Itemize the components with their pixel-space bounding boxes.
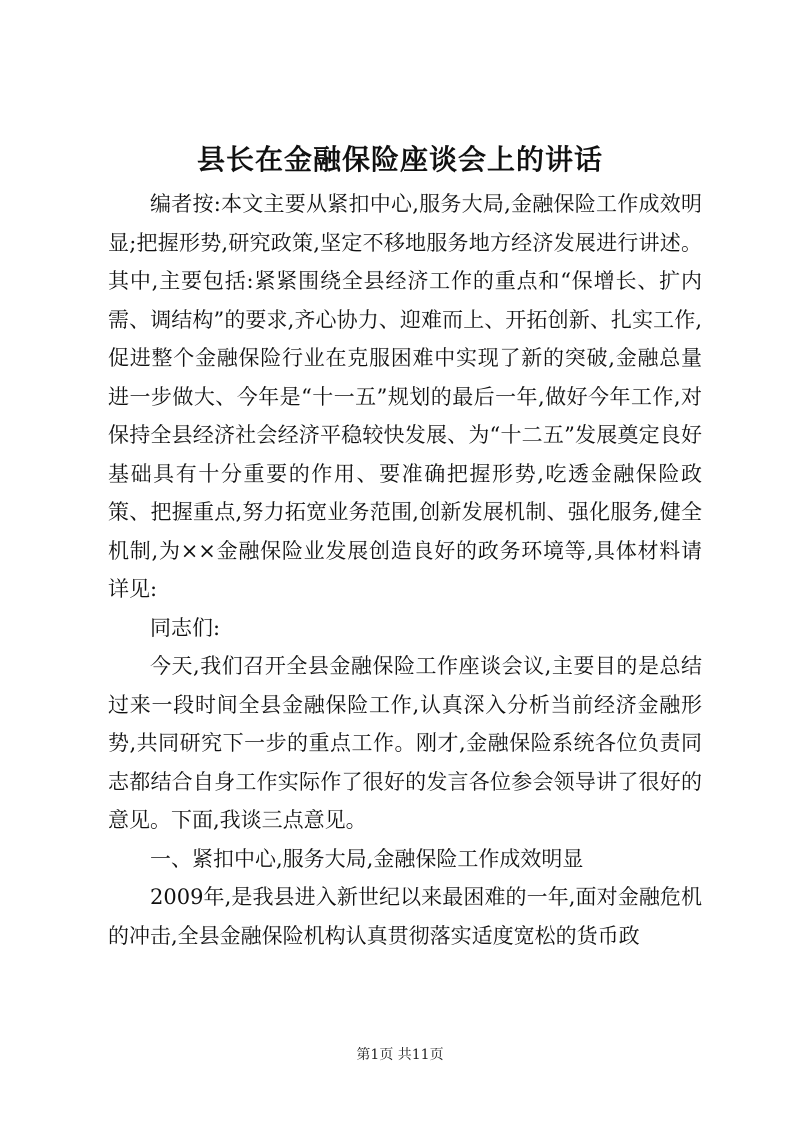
document-body bbox=[108, 185, 702, 955]
opening-paragraph: 今天,我们召开全县金融保险工作座谈会议,主要目的是总结过来一段时间全县金融保险工作,认真深入分析当前经济金融形势,共同研究下一步的重点工作。刚才,金融保险系统各位负责同志都结合自身工作实际作了很好的发言各位参会领导讲了很好的意见。下面,我谈三点意见。 bbox=[108, 654, 702, 832]
section-heading: 一、紧扣中心,服务大局,金融保险工作成效明显 bbox=[150, 846, 584, 871]
section-paragraph: 2009年,是我县进入新世纪以来最困难的一年,面对金融危机的冲击,全县金融保险机构认真贯彻落实适度宽松的货币政 bbox=[108, 885, 702, 948]
salutation-paragraph: 同志们: bbox=[150, 615, 221, 640]
editor-note-paragraph: 编者按:本文主要从紧扣中心,服务大局,金融保险工作成效明显;把握形势,研究政策,坚定不移地服务地方经济发展进行讲述。其中,主要包括:紧紧围绕全县经济工作的重点和“保增长、扩内需、调结构”的要求,齐心协力、迎难而上、开拓创新、扎实工作,促进整个金融保险行业在克服困难中实现了新的突破,金融总量进一步做大、今年是“十一五”规划的最后一年,做好今年工作,对保持全县经济社会经济平稳较快发展、为“十二五”发展奠定良好基础具有十分重要的作用、要准确把握形势,吃透金融保险政策、把握重点,努力拓宽业务范围,创新发展机制、强化服务,健全机制,为××金融保险业发展创造良好的政务环境等,具体材料请详见: bbox=[108, 192, 702, 601]
document-title: 县长在金融保险座谈会上的讲话 bbox=[196, 143, 603, 176]
page-number-footer: 第1页 共11页 bbox=[356, 1047, 444, 1063]
